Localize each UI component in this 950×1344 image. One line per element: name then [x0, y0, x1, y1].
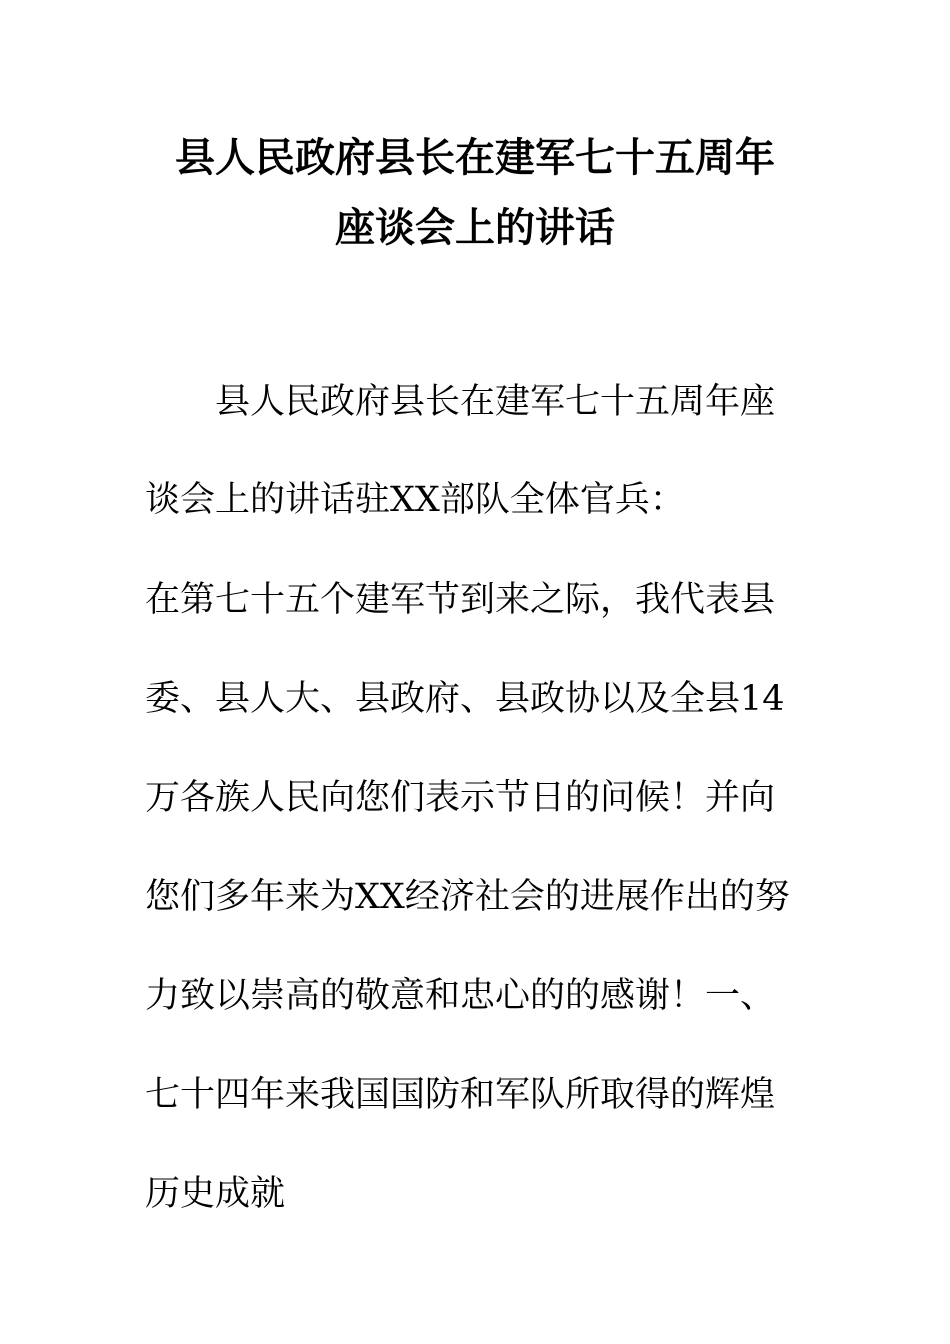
body-line-1: 县人民政府县长在建军七十五周年座 — [215, 382, 776, 422]
body-line-2: 谈会上的讲话驻XX部队全体官兵： — [145, 480, 685, 520]
body-line-7: 力致以崇高的敬意和忠心的的感谢！一、 — [145, 976, 776, 1016]
body-line-8: 七十四年来我国国防和军队所取得的辉煌 — [145, 1075, 776, 1115]
body-line-6: 您们多年来为XX经济社会的进展作出的努 — [145, 877, 790, 917]
document-title-line-2: 座谈会上的讲话 — [335, 205, 615, 251]
body-line-4: 委、县人大、县政府、县政协以及全县14 — [145, 679, 785, 719]
document-title-line-1: 县人民政府县长在建军七十五周年 — [175, 135, 775, 181]
body-line-3: 在第七十五个建军节到来之际，我代表县 — [145, 580, 776, 620]
body-line-5: 万各族人民向您们表示节日的问候！并向 — [145, 778, 776, 818]
body-line-9: 历史成就 — [145, 1174, 286, 1214]
